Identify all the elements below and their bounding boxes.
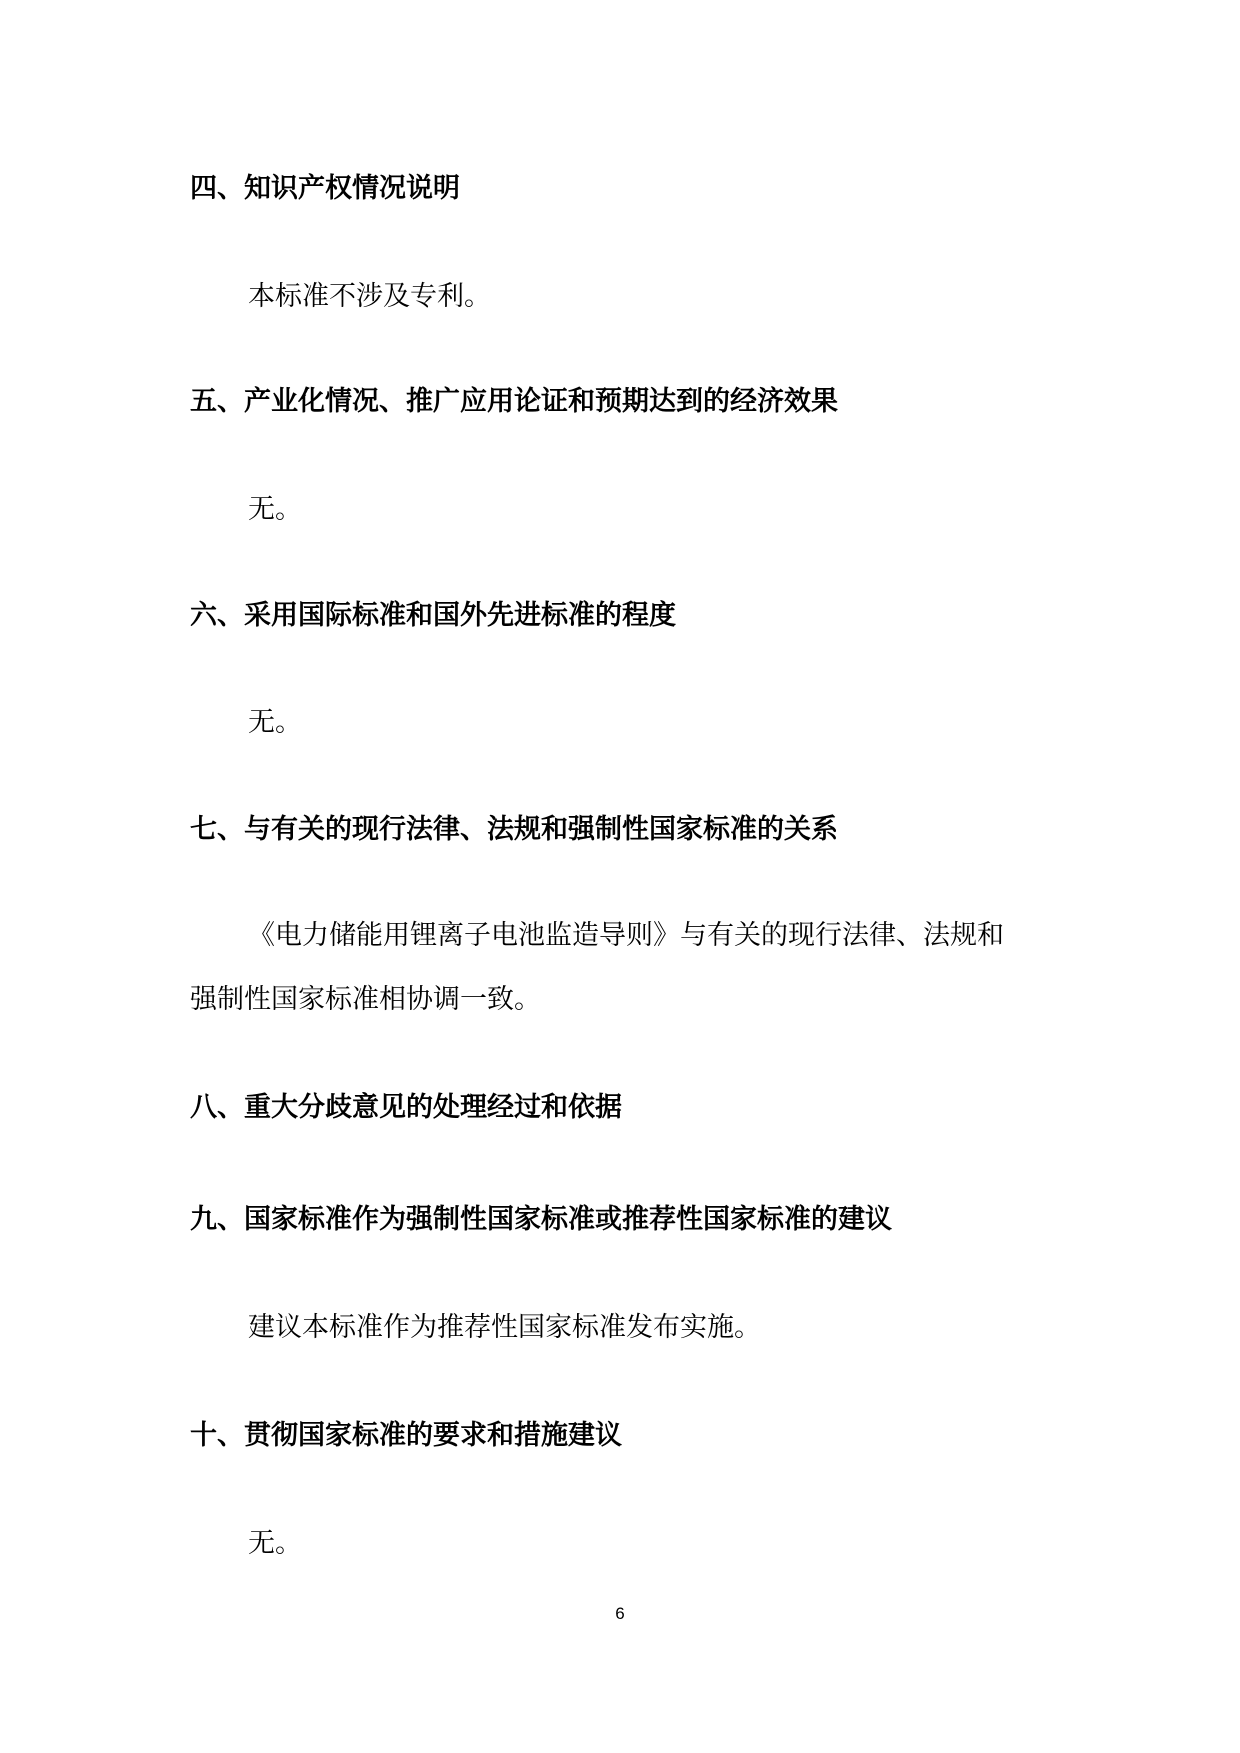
section-6-body: 无。 (248, 707, 302, 738)
section-8-heading: 八、重大分歧意见的处理经过和依据 (190, 1092, 622, 1123)
section-4-body: 本标准不涉及专利。 (248, 281, 491, 312)
section-9-heading: 九、国家标准作为强制性国家标准或推荐性国家标准的建议 (190, 1204, 892, 1235)
section-10-heading: 十、贯彻国家标准的要求和措施建议 (190, 1420, 622, 1451)
section-5-heading: 五、产业化情况、推广应用论证和预期达到的经济效果 (190, 386, 838, 417)
section-5-body: 无。 (248, 494, 302, 525)
section-9-body: 建议本标准作为推荐性国家标准发布实施。 (248, 1312, 761, 1343)
page-number: 6 (615, 1604, 625, 1623)
section-7-body-line-2: 强制性国家标准相协调一致。 (190, 984, 541, 1015)
section-4-heading: 四、知识产权情况说明 (190, 173, 460, 204)
section-7-body-line-1: 《电力储能用锂离子电池监造导则》与有关的现行法律、法规和 (248, 920, 1004, 951)
section-10-body: 无。 (248, 1528, 302, 1559)
section-6-heading: 六、采用国际标准和国外先进标准的程度 (190, 600, 676, 631)
section-7-heading: 七、与有关的现行法律、法规和强制性国家标准的关系 (190, 814, 838, 845)
